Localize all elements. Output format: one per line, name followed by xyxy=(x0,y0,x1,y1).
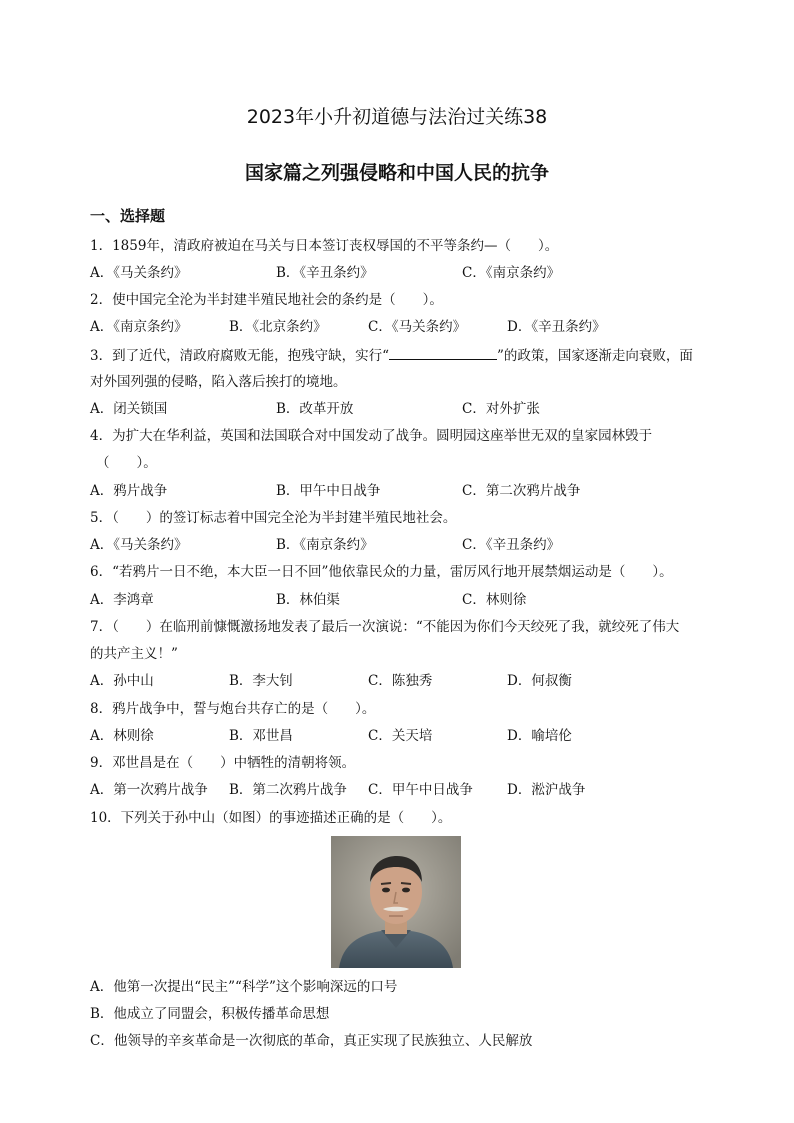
document-subtitle: 国家篇之列强侵略和中国人民的抗争 xyxy=(244,162,549,184)
document-title: 2023年小升初道德与法治过关练38 xyxy=(246,106,548,128)
question-2-option-a: A．《南京条约》 xyxy=(90,319,188,335)
question-1-option-a: A．《马关条约》 xyxy=(90,265,188,281)
question-6-option-a: A．李鸿章 xyxy=(90,592,154,608)
question-3-stem-part-1: 3．到了近代，清政府腐败无能，抱残守缺，实行“ xyxy=(90,348,389,364)
question-7-stem: 7．（ ）在临刑前慷慨激扬地发表了最后一次演说：“不能因为你们今天绞死了我，就绞死了伟大 xyxy=(90,619,680,635)
question-7-option-c: C．陈独秀 xyxy=(368,673,433,689)
question-10-option-a: A．他第一次提出“民主”“科学”这个影响深远的口号 xyxy=(90,979,398,995)
question-3-option-c: C．对外扩张 xyxy=(462,401,540,417)
fill-in-blank xyxy=(389,346,497,360)
question-3-option-b: B．改革开放 xyxy=(276,401,354,417)
question-4-stem: 4．为扩大在华利益，英国和法国联合对中国发动了战争。圆明园这座举世无双的皇家园林毁于 xyxy=(90,428,653,444)
question-9-option-a: A．第一次鸦片战争 xyxy=(90,782,208,798)
question-5-option-b: B．《南京条约》 xyxy=(276,537,374,553)
question-7-stem-continued: 的共产主义！” xyxy=(90,646,178,662)
question-8-option-b: B．邓世昌 xyxy=(229,728,293,744)
question-6-stem: 6．“若鸦片一日不绝，本大臣一日不回”他依靠民众的力量，雷厉风行地开展禁烟运动是（ ）。 xyxy=(90,564,673,580)
question-9-stem: 9．邓世昌是在（ ）中牺牲的清朝将领。 xyxy=(90,755,356,771)
question-9-option-c: C．甲午中日战争 xyxy=(368,782,473,798)
question-5-stem: 5．（ ）的签订标志着中国完全沦为半封建半殖民地社会。 xyxy=(90,510,457,526)
question-4-option-a: A．鸦片战争 xyxy=(90,483,168,499)
question-10-stem: 10．下列关于孙中山（如图）的事迹描述正确的是（ ）。 xyxy=(90,810,452,826)
question-10-option-c: C．他领导的辛亥革命是一次彻底的革命，真正实现了民族独立、人民解放 xyxy=(90,1033,533,1049)
question-7-option-b: B．李大钊 xyxy=(229,673,293,689)
question-9-option-b: B．第二次鸦片战争 xyxy=(229,782,347,798)
question-1-option-c: C．《南京条约》 xyxy=(462,265,561,281)
question-2-option-b: B．《北京条约》 xyxy=(229,319,327,335)
portrait-illustration xyxy=(331,836,461,968)
question-4-option-c: C．第二次鸦片战争 xyxy=(462,483,581,499)
question-4-option-b: B．甲午中日战争 xyxy=(276,483,381,499)
portrait-photo xyxy=(331,836,461,968)
question-8-option-c: C．关天培 xyxy=(368,728,433,744)
question-7-option-a: A．孙中山 xyxy=(90,673,154,689)
section-heading: 一、选择题 xyxy=(90,207,166,225)
question-3-stem-part-2: ”的政策，国家逐渐走向衰败，面 xyxy=(497,348,693,364)
question-4-stem-continued: （ ）。 xyxy=(96,455,157,471)
question-7-option-d: D．何叔衡 xyxy=(507,673,572,689)
question-1-stem: 1．1859年，清政府被迫在马关与日本签订丧权辱国的不平等条约—（ ）。 xyxy=(90,238,559,254)
question-8-option-a: A．林则徐 xyxy=(90,728,154,744)
question-9-option-d: D．淞沪战争 xyxy=(507,782,586,798)
question-3-stem xyxy=(90,346,693,365)
question-8-option-d: D．喻培伦 xyxy=(507,728,572,744)
question-3-option-a: A．闭关锁国 xyxy=(90,401,168,417)
question-2-option-c: C．《马关条约》 xyxy=(368,319,467,335)
question-6-option-b: B．林伯渠 xyxy=(276,592,340,608)
question-1-option-b: B．《辛丑条约》 xyxy=(276,265,374,281)
question-3-stem-continued: 对外国列强的侵略，陷入落后挨打的境地。 xyxy=(90,374,347,390)
question-10-option-b: B．他成立了同盟会，积极传播革命思想 xyxy=(90,1006,330,1022)
question-5-option-c: C．《辛丑条约》 xyxy=(462,537,561,553)
question-2-option-d: D．《辛丑条约》 xyxy=(507,319,606,335)
question-5-option-a: A．《马关条约》 xyxy=(90,537,188,553)
question-8-stem: 8．鸦片战争中，誓与炮台共存亡的是（ ）。 xyxy=(90,701,376,717)
question-2-stem: 2．使中国完全沦为半封建半殖民地社会的条约是（ ）。 xyxy=(90,292,443,308)
question-6-option-c: C．林则徐 xyxy=(462,592,527,608)
